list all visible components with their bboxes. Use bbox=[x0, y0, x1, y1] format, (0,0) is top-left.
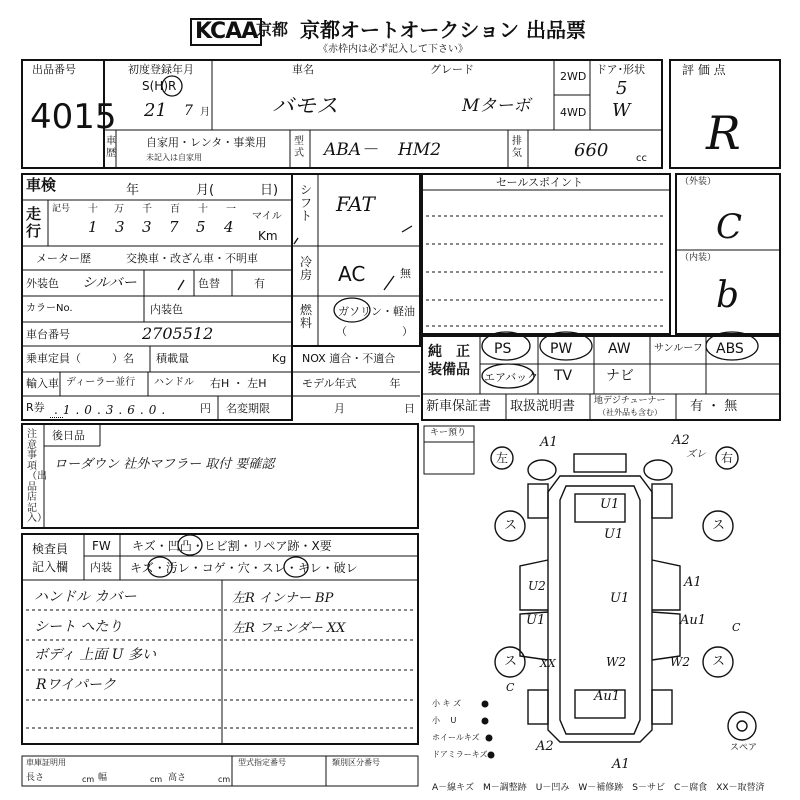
unit-4: 百 bbox=[170, 204, 180, 215]
left-side-label: 左 bbox=[496, 451, 509, 465]
shape: W bbox=[612, 100, 631, 121]
shift-value: FAT bbox=[336, 192, 375, 216]
damage-u1-roof: U1 bbox=[610, 591, 630, 606]
first-reg-label: 初度登録年月 bbox=[128, 63, 194, 76]
inspector-note-3: ボディ 上面 U 多い bbox=[34, 647, 157, 663]
recycle-label: R券 bbox=[26, 401, 45, 414]
ac-value: AC bbox=[338, 262, 366, 286]
equip-tv: TV bbox=[554, 368, 573, 384]
damage-a1-rear: A1 bbox=[612, 757, 630, 772]
logo: KCAA bbox=[190, 18, 262, 46]
later-items-label: 後日品 bbox=[52, 429, 85, 442]
inspector-label: 検査員 記入欄 bbox=[32, 542, 69, 574]
grade-label: グレード bbox=[430, 63, 474, 76]
legend-wheel-scratch: ホイールキズ bbox=[432, 733, 480, 742]
interior-color-label: 内装色 bbox=[150, 303, 183, 316]
mileage-digit-5: 5 bbox=[196, 218, 206, 236]
tire-front-left: ス bbox=[504, 518, 518, 533]
int-label: 内装 bbox=[90, 561, 112, 574]
history-note: 未記入は自家用 bbox=[146, 153, 202, 162]
era-options: S(H)R bbox=[142, 79, 177, 93]
legend-small-scratch: 小 キ ズ bbox=[432, 699, 462, 708]
damage-codes: A－線キズ M－調整跡 U－凹み W－補修跡 S－サビ C－腐食 XX－取替済 bbox=[432, 783, 765, 793]
digital-label: 地デジチューナー bbox=[594, 396, 666, 406]
recycle-digit-5: 0 bbox=[148, 403, 158, 417]
shaken-day: 日) bbox=[260, 183, 279, 198]
color: シルバー bbox=[82, 275, 137, 291]
notes-text: ローダウン 社外マフラー 取付 要確認 bbox=[54, 457, 275, 472]
notes-side-label: 注意事項（出品店記入） bbox=[27, 429, 47, 524]
damage-a2-front-right: A2 bbox=[672, 433, 690, 448]
sales-point-title: セールスポイント bbox=[496, 176, 584, 189]
mileage-digit-3: 3 bbox=[142, 218, 152, 236]
load-label: 積載量 bbox=[156, 352, 189, 365]
damage-c-right: C bbox=[732, 621, 741, 634]
cc-unit: cc bbox=[636, 153, 647, 164]
damage-w2-right: W2 bbox=[670, 655, 690, 669]
form-note: 《赤枠内は必ず記入して下さい》 bbox=[318, 44, 468, 55]
mark-label: 記号 bbox=[52, 204, 71, 214]
handle-options: 右H ・ 左H bbox=[210, 377, 267, 390]
model: HM2 bbox=[398, 140, 442, 160]
recycle-digit-3: 3 bbox=[105, 403, 115, 417]
mileage-digit-2: 3 bbox=[115, 218, 125, 236]
km-label: Km bbox=[258, 229, 278, 243]
inspector-note-6: 左R フェンダー XX bbox=[232, 621, 346, 636]
reg-month: 7 bbox=[184, 103, 193, 119]
damage-a2-rear-left: A2 bbox=[536, 739, 554, 754]
fw-items: キズ・凹凸・ヒビ割・リペア跡・X要 bbox=[132, 539, 332, 553]
load-unit: Kg bbox=[272, 352, 287, 365]
shaken-year: 年 bbox=[126, 183, 140, 198]
key-label: キー預り bbox=[430, 428, 467, 438]
grade: Mターボ bbox=[462, 96, 531, 116]
equip-ps: PS bbox=[494, 341, 512, 357]
digital-yes-no: 有 ・ 無 bbox=[690, 399, 738, 414]
name-change-month: 月 bbox=[334, 402, 345, 415]
displacement: 660 bbox=[574, 140, 609, 161]
damage-u1-hood: U1 bbox=[600, 497, 620, 512]
height-label: 高さ bbox=[168, 773, 187, 783]
equip-pw: PW bbox=[550, 341, 573, 357]
damage-u1-left-rear: U1 bbox=[526, 613, 546, 628]
equip-abs: ABS bbox=[716, 341, 744, 357]
tire-rear-right: ス bbox=[712, 654, 726, 669]
fw-label: FW bbox=[92, 539, 111, 553]
height-cm: cm bbox=[218, 775, 231, 784]
shaken-label: 車検 bbox=[26, 176, 57, 194]
door-shape-label: ドア･形状 bbox=[596, 63, 646, 76]
capacity-unit: ）名 bbox=[112, 352, 134, 365]
shift-label: シフト bbox=[300, 183, 313, 224]
legend-small-dent: 小 U bbox=[432, 716, 457, 725]
meter-label: メーター歴 bbox=[36, 252, 91, 265]
inspector-note-1: ハンドル カバー bbox=[34, 589, 137, 605]
history-label: 車歴 bbox=[106, 136, 116, 159]
manual-label: 取扱説明書 bbox=[510, 399, 576, 414]
damage-u1-hood-2: U1 bbox=[604, 527, 624, 542]
model-prefix: ABA－ bbox=[324, 140, 379, 160]
chassis-label: 車台番号 bbox=[26, 328, 70, 341]
capacity-label: 乗車定員（ bbox=[26, 352, 81, 365]
nox-options: NOX 適合・不適合 bbox=[302, 352, 396, 365]
damage-c-left: C bbox=[506, 681, 515, 694]
rating: R bbox=[706, 106, 741, 160]
rating-label: 評 価 点 bbox=[682, 63, 726, 77]
damage-zure: ズレ bbox=[686, 449, 706, 460]
int-items: キズ・汚レ・コゲ・穴・スレ・キレ・破レ bbox=[130, 561, 358, 575]
recycle-box: . 1 . 0 . 3 . 6 . 0 . bbox=[50, 404, 170, 416]
garage-cert-label: 車庫証明用 bbox=[26, 758, 66, 767]
handle-label: ハンドル bbox=[154, 377, 194, 388]
damage-xx-left: XX bbox=[540, 657, 556, 670]
color-no-label: カラーNo. bbox=[26, 303, 73, 314]
damage-w2-rear: W2 bbox=[606, 655, 626, 669]
inspector-note-5: 左R インナー BP bbox=[232, 591, 334, 606]
unit-5: 十 bbox=[198, 204, 208, 215]
exterior-label: （外装） bbox=[680, 177, 717, 187]
inspector-note-2: シート へたり bbox=[34, 619, 123, 635]
equip-navi: ナビ bbox=[606, 368, 634, 384]
width-cm: cm bbox=[150, 775, 163, 784]
unit-6: 一 bbox=[226, 204, 236, 215]
equip-aw: AW bbox=[608, 341, 631, 357]
interior-grade: b bbox=[716, 275, 740, 316]
model-year: モデル年式 年 bbox=[302, 377, 401, 390]
dealer-label: ディーラー並行 bbox=[66, 377, 136, 388]
reg-year: 21 bbox=[144, 100, 167, 121]
interior-label: （内装） bbox=[680, 253, 717, 263]
equip-sunroof: サンルーフ bbox=[654, 343, 703, 354]
form-title: 京都オートオークション 出品票 bbox=[300, 18, 586, 42]
doors: 5 bbox=[616, 78, 628, 99]
drive-4wd: 4WD bbox=[560, 106, 587, 119]
name-change-day: 日 bbox=[404, 402, 415, 415]
damage-au1-rear: Au1 bbox=[594, 689, 621, 704]
exterior-grade: C bbox=[716, 207, 743, 247]
chassis: 2705512 bbox=[142, 324, 214, 343]
recycle-digit-2: 0 bbox=[84, 403, 93, 417]
damage-au1-right-rear: Au1 bbox=[680, 613, 707, 628]
damage-a1-front-left: A1 bbox=[540, 435, 558, 450]
unit-2: 万 bbox=[114, 204, 124, 215]
lot-label: 出品番号 bbox=[32, 63, 76, 76]
car-name: バモス bbox=[272, 94, 339, 119]
equipment-label: 純 正 装備品 bbox=[428, 344, 470, 378]
model-label: 型式 bbox=[294, 136, 304, 159]
tire-rear-left: ス bbox=[504, 654, 518, 669]
equip-airbag: エアバック bbox=[484, 371, 539, 384]
unit-1: 十 bbox=[88, 204, 98, 215]
length-label: 長さ bbox=[26, 773, 45, 783]
lot-number: 4015 bbox=[30, 97, 117, 137]
class-number-label: 類別区分番号 bbox=[332, 758, 380, 767]
fuel-other: （ ） bbox=[336, 325, 413, 338]
unit-3: 千 bbox=[142, 204, 152, 215]
warranty-label: 新車保証書 bbox=[426, 399, 492, 414]
spare-label: スペア bbox=[730, 743, 758, 753]
recycle-digit-1: 1 bbox=[62, 403, 72, 417]
length-cm: cm bbox=[82, 775, 95, 784]
color-change: 有 bbox=[254, 277, 265, 290]
mileage-label: 走行 bbox=[26, 205, 42, 240]
name-change-label: 名変期限 bbox=[226, 402, 270, 415]
ac-none: 無 bbox=[400, 267, 411, 280]
type-number-label: 型式指定番号 bbox=[238, 758, 286, 767]
fuel-label: 燃料 bbox=[300, 303, 313, 331]
logo-kyoto: 京都 bbox=[256, 20, 289, 39]
color-label: 外装色 bbox=[26, 277, 59, 290]
mileage-digit-4: 7 bbox=[169, 218, 179, 236]
car-name-label: 車名 bbox=[292, 63, 314, 76]
color-change-label: 色替 bbox=[198, 277, 220, 290]
tire-front-right: ス bbox=[712, 518, 726, 533]
damage-u2-left-door: U2 bbox=[528, 579, 546, 593]
displacement-label: 排気 bbox=[512, 136, 522, 159]
width-label: 幅 bbox=[98, 773, 108, 783]
meter-options: 交換車・改ざん車・不明車 bbox=[126, 252, 258, 265]
ac-label: 冷房 bbox=[300, 255, 313, 283]
reg-month-unit: 月 bbox=[200, 107, 210, 118]
mile-label: マイル bbox=[252, 211, 282, 222]
right-side-label: 右 bbox=[721, 451, 734, 465]
mileage-digit-6: 4 bbox=[224, 218, 234, 236]
yen-label: 円 bbox=[200, 402, 211, 415]
mileage-digit-1: 1 bbox=[88, 218, 98, 236]
damage-a1-right-door: A1 bbox=[684, 575, 702, 590]
fuel-options: ガソリン・軽油 bbox=[338, 305, 415, 318]
drive-2wd: 2WD bbox=[560, 70, 587, 83]
legend-mirror-scratch: ドアミラーキズ bbox=[432, 750, 488, 759]
shaken-month: 月( bbox=[196, 183, 215, 198]
recycle-digit-4: 6 bbox=[127, 403, 136, 417]
inspector-note-4: Rワイパーク bbox=[36, 677, 116, 693]
digital-note: （社外品も含む） bbox=[598, 408, 662, 417]
import-label: 輸入車 bbox=[26, 377, 59, 390]
history-options: 自家用・レンタ・事業用 bbox=[146, 136, 267, 149]
